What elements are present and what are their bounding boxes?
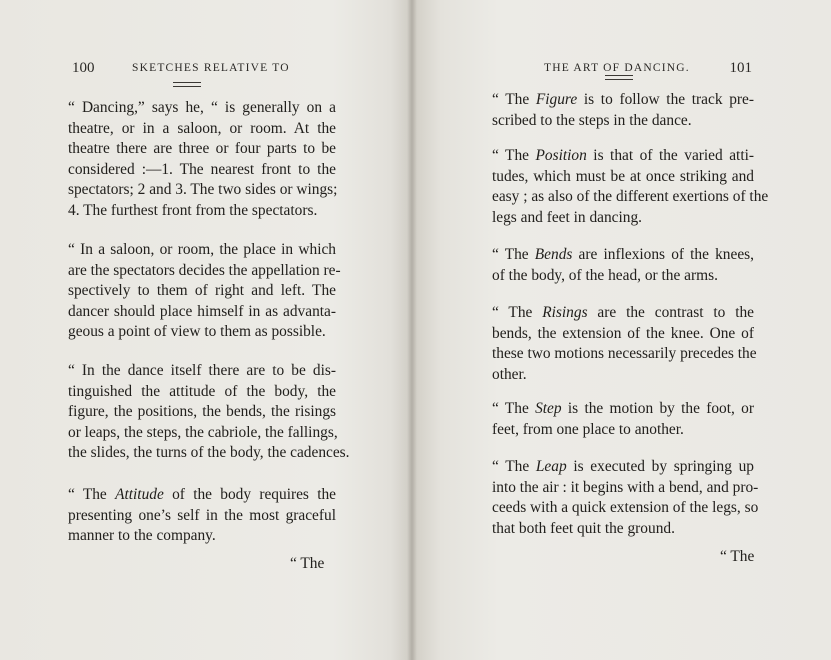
text-line: these two motions necessarily precedes the (492, 345, 757, 363)
text-line: that both feet quit the ground. (492, 519, 675, 537)
text-line: into the air : it begins with a bend, and pro- (492, 478, 759, 496)
paragraph (492, 399, 754, 440)
catchword: “ The (720, 548, 755, 565)
text-line: “ The Bends are inflexions of the knees, (492, 246, 754, 263)
text-line: of the body, of the head, or the arms. (492, 266, 718, 284)
text-line: “ The Risings are the contrast to the (492, 304, 754, 321)
page-number: 101 (729, 60, 752, 76)
text-line: legs and feet in dancing. (492, 208, 643, 226)
paragraph (492, 245, 754, 286)
text-line: manner to the company. (68, 527, 216, 545)
paragraph (492, 146, 769, 228)
text-line: theatre there are three or four parts to be (68, 140, 336, 158)
text-line: figure, the positions, the bends, the risings (68, 403, 336, 421)
paragraph (68, 361, 350, 464)
text-line: “ In a saloon, or room, the place in which (68, 241, 336, 258)
text-line: tudes, which must be at once striking and (492, 167, 754, 185)
paragraph (492, 457, 759, 539)
text-line: are the spectators decides the appellation re- (68, 261, 341, 279)
paragraph (492, 90, 754, 131)
defined-term: Attitude (115, 486, 164, 503)
text-line: scribed to the steps in the dance. (492, 111, 692, 129)
paragraph (492, 303, 757, 385)
text-line: “ The Position is that of the varied atti- (492, 147, 754, 164)
text-line: presenting one’s self in the most graceful (68, 506, 336, 524)
defined-term: Figure (535, 91, 578, 108)
text-line: “ In the dance itself there are to be dis- (68, 362, 336, 379)
defined-term: Leap (535, 458, 567, 475)
text-line: “ The Leap is executed by springing up (492, 458, 754, 475)
text-line: “ The Figure is to follow the track pre- (492, 91, 754, 108)
text-line: or leaps, the steps, the cabriole, the fallings, (68, 423, 338, 441)
page-number: 100 (72, 60, 95, 76)
header-rule (173, 82, 201, 87)
text-line: geous a point of view to them as possible. (68, 323, 326, 341)
text-line: 4. The furthest front from the spectators. (68, 201, 318, 219)
running-title: SKETCHES RELATIVE TO (132, 62, 290, 74)
text-line: feet, from one place to another. (492, 420, 684, 438)
text-line: “ The Attitude of the body requires the (68, 486, 336, 503)
defined-term: Position (535, 147, 587, 164)
text-line: spectators; 2 and 3. The two sides or wings; (68, 181, 338, 199)
text-line: tinguished the attitude of the body, the (68, 382, 336, 400)
defined-term: Bends (534, 246, 573, 263)
text-line: the slides, the turns of the body, the cadences. (68, 444, 350, 462)
text-line: spectively to them of right and left. The (68, 282, 336, 300)
paragraph (68, 98, 336, 222)
left-page-header (72, 60, 340, 80)
text-line: theatre, or in a saloon, or room. At the (68, 119, 336, 137)
left-page (0, 0, 412, 660)
running-title: THE ART OF DANCING. (544, 62, 690, 74)
text-line: dancer should place himself in as advanta- (68, 302, 336, 320)
text-line: ceeds with a quick extension of the legs, so (492, 499, 759, 517)
text-line: bends, the extension of the knee. One of (492, 324, 754, 342)
defined-term: Risings (542, 304, 588, 321)
text-line: easy ; as also of the different exertions of the (492, 188, 769, 206)
text-line: other. (492, 365, 527, 383)
paragraph (68, 485, 336, 547)
text-line: “ Dancing,” says he, “ is generally on a (68, 99, 336, 116)
paragraph (68, 240, 341, 343)
defined-term: Step (535, 400, 562, 417)
right-page (412, 0, 831, 660)
catchword: “ The (290, 555, 325, 572)
text-line: considered :—1. The nearest front to the (68, 160, 336, 178)
text-line: “ The Step is the motion by the foot, or (492, 400, 754, 417)
right-page-header (542, 60, 752, 80)
header-rule (605, 75, 633, 80)
